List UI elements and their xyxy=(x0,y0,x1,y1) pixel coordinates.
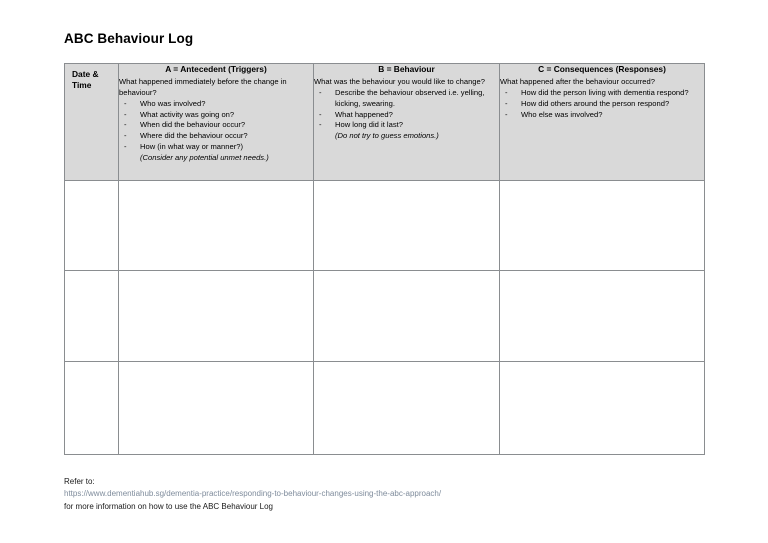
list-item xyxy=(500,88,704,99)
footer-trailing-text: for more information on how to use the ABC Behaviour Log xyxy=(64,501,274,511)
header-title-consequences: C = Consequences (Responses) xyxy=(538,64,666,74)
dash-marker-icon: - xyxy=(124,131,127,141)
dash-marker-icon: - xyxy=(124,98,127,108)
list-item-label: How long did it last? xyxy=(335,120,403,130)
header-list-antecedent xyxy=(119,99,313,153)
page-title: ABC Behaviour Log xyxy=(64,31,194,46)
table-header-cell-behaviour xyxy=(314,64,500,181)
entry-cell-consequences[interactable] xyxy=(500,271,705,362)
dash-marker-icon: - xyxy=(319,109,322,119)
dash-marker-icon: - xyxy=(319,120,322,130)
footer xyxy=(64,476,724,513)
dash-marker-icon: - xyxy=(505,109,508,119)
list-item-label: Where did the behaviour occur? xyxy=(140,131,248,141)
list-item-label: What happened? xyxy=(335,109,393,119)
list-item xyxy=(500,99,704,110)
dash-marker-icon: - xyxy=(124,142,127,152)
header-lead-consequences: What happened after the behaviour occurred? xyxy=(500,77,655,87)
header-title-behaviour: B = Behaviour xyxy=(378,64,435,74)
entry-cell-consequences[interactable] xyxy=(500,362,705,455)
abc-behaviour-log-table xyxy=(64,63,705,455)
header-lead-antecedent: What happened immediately before the change in behaviour? xyxy=(119,77,287,98)
header-lead-behaviour: What was the behaviour you would like to change? xyxy=(314,77,485,87)
header-note-antecedent: (Consider any potential unmet needs.) xyxy=(140,152,269,162)
list-item-label: How (in what way or manner?) xyxy=(140,142,243,152)
list-item-label: How did others around the person respond? xyxy=(521,98,670,108)
list-item xyxy=(314,88,499,110)
dash-marker-icon: - xyxy=(319,88,322,98)
dash-marker-icon: - xyxy=(124,109,127,119)
dash-marker-icon: - xyxy=(124,120,127,130)
dash-marker-icon: - xyxy=(505,88,508,98)
list-item xyxy=(500,110,704,121)
table-row xyxy=(65,181,705,271)
dash-marker-icon: - xyxy=(505,98,508,108)
list-item-label: Describe the behaviour observed i.e. yelling, kicking, swearing. xyxy=(335,88,485,108)
entry-cell-antecedent[interactable] xyxy=(119,271,314,362)
list-item xyxy=(119,131,313,142)
table-header-row xyxy=(65,64,705,181)
footer-refer-label: Refer to: xyxy=(64,477,95,486)
entry-cell-behaviour[interactable] xyxy=(314,181,500,271)
header-title-datetime-line1: Date & xyxy=(72,69,99,79)
footer-reference-link[interactable]: https://www.dementiahub.sg/dementia-practice/responding-to-behaviour-changes-using-the-abc-approach/ xyxy=(64,489,442,499)
list-item xyxy=(119,99,313,110)
entry-cell-datetime[interactable] xyxy=(65,271,119,362)
entry-cell-antecedent[interactable] xyxy=(119,181,314,271)
list-item xyxy=(314,120,499,131)
header-title-datetime-line2: Time xyxy=(72,80,92,91)
entry-cell-behaviour[interactable] xyxy=(314,362,500,455)
header-list-behaviour xyxy=(314,88,499,131)
table-header-cell-datetime xyxy=(65,64,119,181)
list-item-label: What activity was going on? xyxy=(140,109,235,119)
table-row xyxy=(65,271,705,362)
table-row xyxy=(65,362,705,455)
header-title-datetime xyxy=(72,69,114,92)
list-item xyxy=(119,110,313,121)
table-header-cell-consequences xyxy=(500,64,705,181)
list-item-label: How did the person living with dementia respond? xyxy=(521,88,689,98)
list-item xyxy=(119,142,313,153)
table-header-cell-antecedent xyxy=(119,64,314,181)
header-list-consequences xyxy=(500,88,704,120)
entry-cell-consequences[interactable] xyxy=(500,181,705,271)
list-item-label: Who else was involved? xyxy=(521,109,603,119)
list-item-label: When did the behaviour occur? xyxy=(140,120,246,130)
header-note-behaviour: (Do not try to guess emotions.) xyxy=(335,131,439,141)
entry-cell-datetime[interactable] xyxy=(65,362,119,455)
list-item xyxy=(314,110,499,121)
list-item xyxy=(119,120,313,131)
header-title-antecedent: A = Antecedent (Triggers) xyxy=(165,64,267,74)
entry-cell-datetime[interactable] xyxy=(65,181,119,271)
list-item-label: Who was involved? xyxy=(140,98,206,108)
entry-cell-antecedent[interactable] xyxy=(119,362,314,455)
entry-cell-behaviour[interactable] xyxy=(314,271,500,362)
